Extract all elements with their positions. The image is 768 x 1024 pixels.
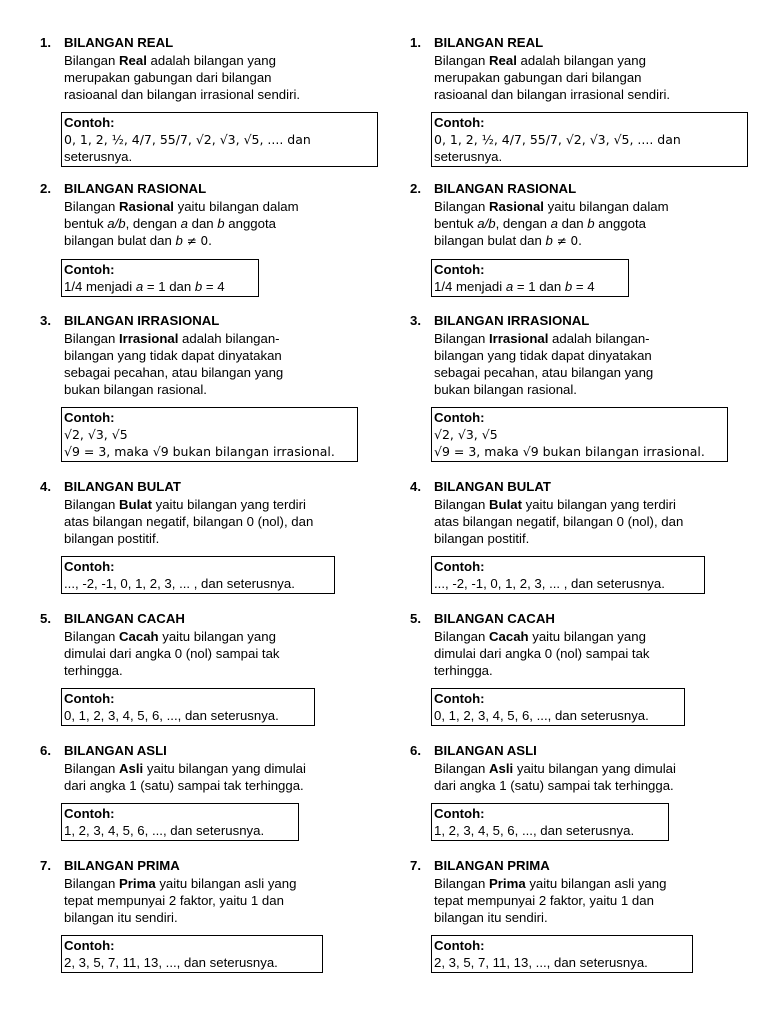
section-description: Bilangan Prima yaitu bilangan asli yang tepat mempunyai 2 faktor, yaitu 1 dan bilangan itu sendiri. bbox=[434, 876, 667, 925]
section-bilangan-cacah bbox=[410, 610, 755, 726]
section-heading bbox=[40, 180, 385, 198]
example-line: ..., -2, -1, 0, 1, 2, 3, ... , dan seterusnya. bbox=[64, 576, 295, 591]
section-heading bbox=[40, 857, 385, 875]
section-title: BILANGAN RASIONAL bbox=[434, 181, 577, 196]
section-number: 1. bbox=[410, 35, 421, 50]
section-number: 6. bbox=[410, 743, 421, 758]
example-line: 1, 2, 3, 4, 5, 6, ..., dan seterusnya. bbox=[64, 823, 265, 838]
section-title: BILANGAN ASLI bbox=[64, 743, 167, 758]
example-label: Contoh: bbox=[434, 410, 485, 425]
section-heading bbox=[40, 34, 385, 52]
example-box bbox=[431, 803, 669, 841]
example-label: Contoh: bbox=[434, 262, 485, 277]
example-box bbox=[61, 259, 259, 297]
example-line: 1, 2, 3, 4, 5, 6, ..., dan seterusnya. bbox=[434, 823, 635, 838]
section-bilangan-rasional bbox=[40, 180, 385, 297]
section-title: BILANGAN PRIMA bbox=[64, 858, 180, 873]
example-box bbox=[61, 407, 358, 462]
example-line: 0, 1, 2, 3, 4, 5, 6, ..., dan seterusnya. bbox=[64, 708, 279, 723]
section-bilangan-prima bbox=[40, 857, 385, 973]
section-title: BILANGAN REAL bbox=[64, 35, 174, 50]
example-box bbox=[61, 556, 335, 594]
section-heading bbox=[40, 610, 385, 628]
section-heading bbox=[410, 180, 755, 198]
section-description: Bilangan Rasional yaitu bilangan dalam bentuk a/b, dengan a dan b anggota bilangan bulat dan b ≠ 0. bbox=[434, 199, 669, 248]
section-description: Bilangan Irrasional adalah bilangan- bilangan yang tidak dapat dinyatakan sebagai pecahan, atau bilangan yang bukan bilangan rasional. bbox=[434, 331, 654, 397]
section-heading bbox=[410, 857, 755, 875]
section-number: 3. bbox=[410, 313, 421, 328]
section-number: 4. bbox=[40, 479, 51, 494]
example-label: Contoh: bbox=[434, 938, 485, 953]
section-number: 7. bbox=[40, 858, 51, 873]
section-heading bbox=[410, 34, 755, 52]
section-bilangan-bulat bbox=[40, 478, 385, 594]
example-line: 0, 1, 2, ½, 4/7, 55/7, √2, √3, √5, .... dan bbox=[64, 132, 311, 147]
section-description: Bilangan Cacah yaitu bilangan yang dimulai dari angka 0 (nol) sampai tak terhingga. bbox=[64, 629, 280, 678]
section-title: BILANGAN RASIONAL bbox=[64, 181, 207, 196]
section-title: BILANGAN PRIMA bbox=[434, 858, 550, 873]
example-box bbox=[431, 688, 685, 726]
example-line: ..., -2, -1, 0, 1, 2, 3, ... , dan seterusnya. bbox=[434, 576, 665, 591]
section-title: BILANGAN REAL bbox=[434, 35, 544, 50]
example-label: Contoh: bbox=[64, 938, 115, 953]
example-box bbox=[431, 935, 693, 973]
section-heading bbox=[410, 312, 755, 330]
example-line: √2, √3, √5 bbox=[64, 427, 128, 442]
section-bilangan-bulat bbox=[410, 478, 755, 594]
section-heading bbox=[40, 742, 385, 760]
example-label: Contoh: bbox=[64, 262, 115, 277]
example-line: 2, 3, 5, 7, 11, 13, ..., dan seterusnya. bbox=[434, 955, 648, 970]
section-title: BILANGAN BULAT bbox=[64, 479, 181, 494]
section-bilangan-cacah bbox=[40, 610, 385, 726]
example-line: 2, 3, 5, 7, 11, 13, ..., dan seterusnya. bbox=[64, 955, 278, 970]
example-line: 0, 1, 2, 3, 4, 5, 6, ..., dan seterusnya. bbox=[434, 708, 649, 723]
example-label: Contoh: bbox=[64, 806, 115, 821]
section-description: Bilangan Bulat yaitu bilangan yang terdiri atas bilangan negatif, bilangan 0 (nol), dan bilangan postitif. bbox=[64, 497, 314, 546]
section-bilangan-asli bbox=[410, 742, 755, 841]
example-line: seterusnya. bbox=[64, 149, 133, 164]
section-bilangan-irrasional bbox=[410, 312, 755, 462]
example-line: √2, √3, √5 bbox=[434, 427, 498, 442]
section-title: BILANGAN CACAH bbox=[434, 611, 555, 626]
example-line: 0, 1, 2, ½, 4/7, 55/7, √2, √3, √5, .... dan bbox=[434, 132, 681, 147]
example-line: 1/4 menjadi a = 1 dan b = 4 bbox=[434, 279, 595, 294]
section-title: BILANGAN IRRASIONAL bbox=[64, 313, 220, 328]
section-bilangan-prima bbox=[410, 857, 755, 973]
section-description: Bilangan Irrasional adalah bilangan- bilangan yang tidak dapat dinyatakan sebagai pecahan, atau bilangan yang bukan bilangan rasional. bbox=[64, 331, 284, 397]
section-bilangan-real bbox=[40, 34, 385, 167]
section-number: 7. bbox=[410, 858, 421, 873]
section-title: BILANGAN IRRASIONAL bbox=[434, 313, 590, 328]
section-heading bbox=[410, 610, 755, 628]
section-number: 6. bbox=[40, 743, 51, 758]
section-bilangan-asli bbox=[40, 742, 385, 841]
example-line: √9 = 3, maka √9 bukan bilangan irrasional. bbox=[434, 444, 705, 459]
section-title: BILANGAN BULAT bbox=[434, 479, 551, 494]
example-box bbox=[61, 803, 299, 841]
section-heading bbox=[410, 742, 755, 760]
example-label: Contoh: bbox=[434, 691, 485, 706]
example-label: Contoh: bbox=[434, 806, 485, 821]
section-title: BILANGAN ASLI bbox=[434, 743, 537, 758]
example-box bbox=[61, 935, 323, 973]
example-label: Contoh: bbox=[64, 115, 115, 130]
section-bilangan-real bbox=[410, 34, 755, 167]
example-label: Contoh: bbox=[434, 115, 485, 130]
section-number: 4. bbox=[410, 479, 421, 494]
section-number: 2. bbox=[40, 181, 51, 196]
example-box bbox=[431, 259, 629, 297]
example-line: seterusnya. bbox=[434, 149, 503, 164]
section-description: Bilangan Rasional yaitu bilangan dalam bentuk a/b, dengan a dan b anggota bilangan bulat dan b ≠ 0. bbox=[64, 199, 299, 248]
section-description: Bilangan Cacah yaitu bilangan yang dimulai dari angka 0 (nol) sampai tak terhingga. bbox=[434, 629, 650, 678]
section-number: 1. bbox=[40, 35, 51, 50]
section-description: Bilangan Prima yaitu bilangan asli yang tepat mempunyai 2 faktor, yaitu 1 dan bilangan itu sendiri. bbox=[64, 876, 297, 925]
example-label: Contoh: bbox=[64, 691, 115, 706]
section-bilangan-rasional bbox=[410, 180, 755, 297]
section-description: Bilangan Asli yaitu bilangan yang dimulai dari angka 1 (satu) sampai tak terhingga. bbox=[64, 761, 306, 793]
section-title: BILANGAN CACAH bbox=[64, 611, 185, 626]
example-box bbox=[61, 688, 315, 726]
section-description: Bilangan Real adalah bilangan yang merupakan gabungan dari bilangan rasioanal dan bilangan irrasional sendiri. bbox=[434, 53, 671, 102]
section-heading bbox=[410, 478, 755, 496]
example-label: Contoh: bbox=[434, 559, 485, 574]
example-box bbox=[431, 407, 728, 462]
section-number: 5. bbox=[410, 611, 421, 626]
section-description: Bilangan Real adalah bilangan yang merupakan gabungan dari bilangan rasioanal dan bilangan irrasional sendiri. bbox=[64, 53, 301, 102]
example-line: 1/4 menjadi a = 1 dan b = 4 bbox=[64, 279, 225, 294]
example-box bbox=[431, 112, 748, 167]
section-number: 5. bbox=[40, 611, 51, 626]
example-label: Contoh: bbox=[64, 410, 115, 425]
example-label: Contoh: bbox=[64, 559, 115, 574]
section-heading bbox=[40, 478, 385, 496]
example-box bbox=[431, 556, 705, 594]
example-line: √9 = 3, maka √9 bukan bilangan irrasional. bbox=[64, 444, 335, 459]
section-number: 2. bbox=[410, 181, 421, 196]
section-number: 3. bbox=[40, 313, 51, 328]
example-box bbox=[61, 112, 378, 167]
section-description: Bilangan Asli yaitu bilangan yang dimulai dari angka 1 (satu) sampai tak terhingga. bbox=[434, 761, 676, 793]
section-bilangan-irrasional bbox=[40, 312, 385, 462]
section-heading bbox=[40, 312, 385, 330]
section-description: Bilangan Bulat yaitu bilangan yang terdiri atas bilangan negatif, bilangan 0 (nol), dan bilangan postitif. bbox=[434, 497, 684, 546]
